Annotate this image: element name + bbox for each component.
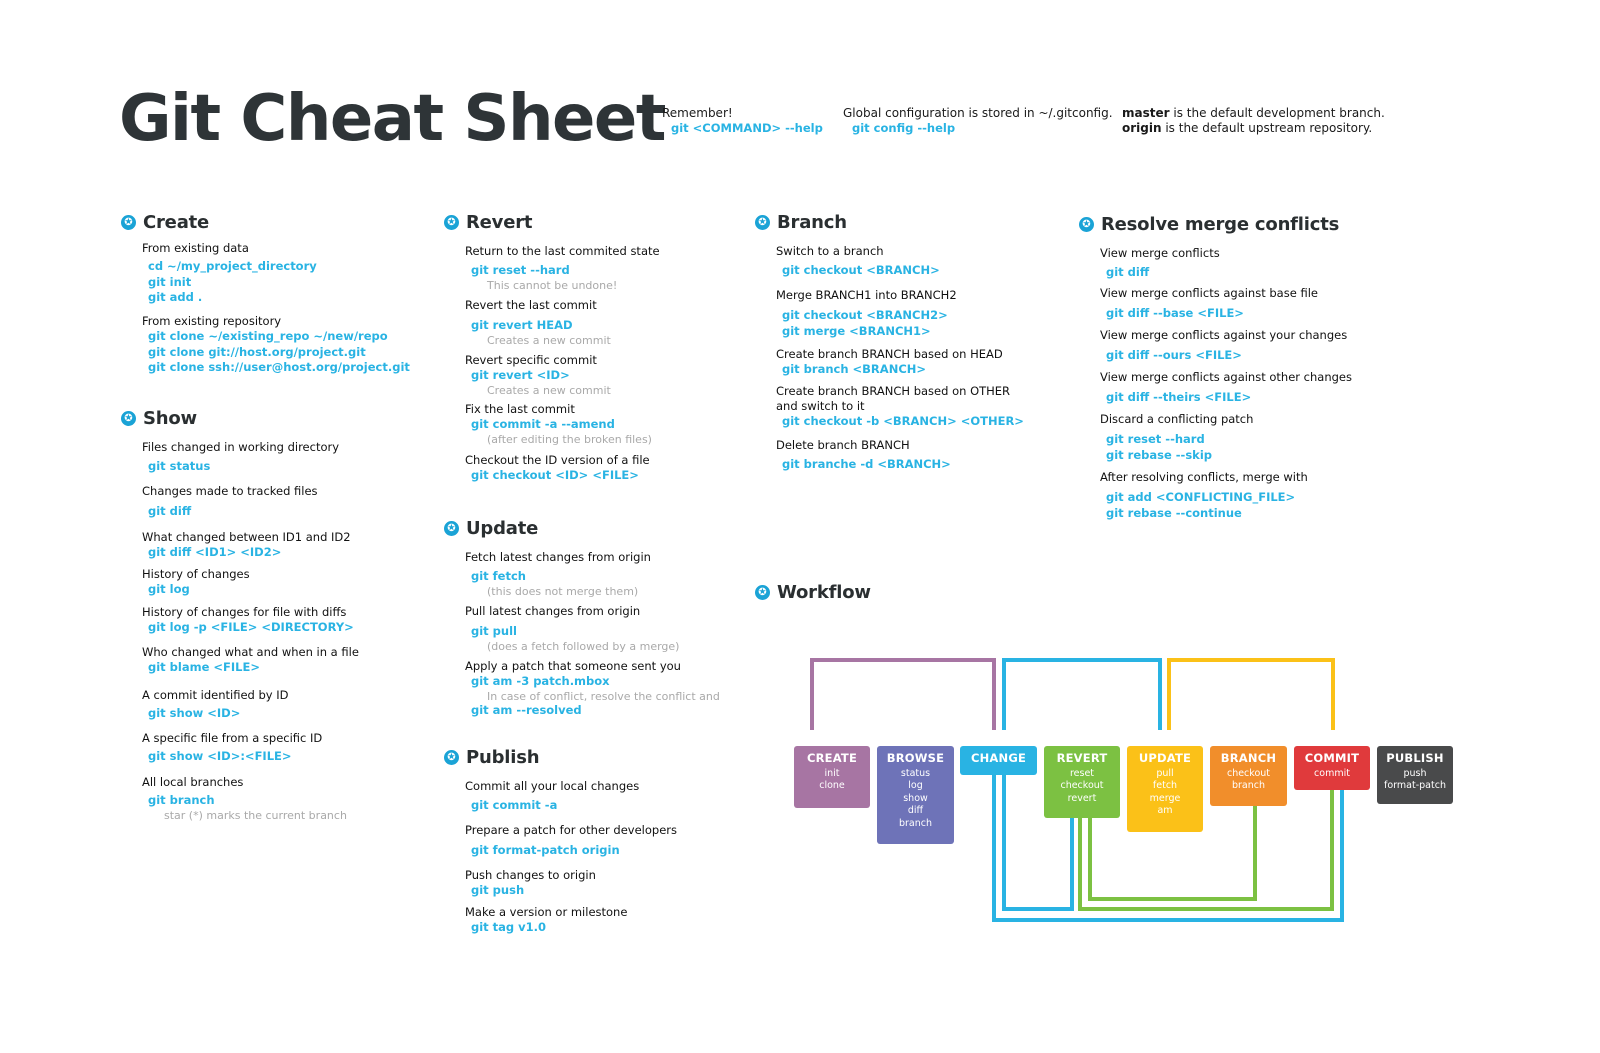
section-title: Update <box>466 518 539 539</box>
hint-text: (this does not merge them) <box>487 584 639 598</box>
command: git branch <box>148 793 215 807</box>
entry-desc: Pull latest changes from origin <box>465 604 641 618</box>
entry-desc: Create branch BRANCH based on OTHER <box>776 384 1011 398</box>
entry-desc: Apply a patch that someone sent you <box>465 659 681 673</box>
entry-desc: Fetch latest changes from origin <box>465 550 651 564</box>
command: git diff --ours <FILE> <box>1106 348 1242 362</box>
command: git checkout <ID> <FILE> <box>471 468 639 482</box>
command: git checkout -b <BRANCH> <OTHER> <box>782 414 1024 428</box>
workflow-branch-box: BRANCH checkout branch <box>1210 746 1287 806</box>
command: git branche -d <BRANCH> <box>782 457 951 471</box>
command: git diff <ID1> <ID2> <box>148 545 282 559</box>
section-title: Revert <box>466 212 533 233</box>
command: git reset --hard <box>1106 432 1205 446</box>
command: git reset --hard <box>471 263 570 277</box>
entry-desc: Discard a conflicting patch <box>1100 412 1254 426</box>
entry-desc: Prepare a patch for other developers <box>465 823 678 837</box>
command: git commit -a --amend <box>471 417 615 431</box>
entry-desc: View merge conflicts against base file <box>1100 286 1318 300</box>
config-help-command: git config --help <box>852 121 956 135</box>
command: git clone ~/existing_repo ~/new/repo <box>148 329 388 343</box>
entry-desc: History of changes <box>142 567 250 581</box>
section-title: Create <box>143 212 210 233</box>
update-to-commit-connector <box>1169 660 1333 730</box>
command: git fetch <box>471 569 526 583</box>
entry-desc: View merge conflicts <box>1100 246 1220 260</box>
hint-text: (after editing the broken files) <box>487 432 652 446</box>
hint-text: Creates a new commit <box>487 333 611 347</box>
star-circle-icon: ✪ <box>755 585 770 600</box>
workflow-browse-box: BROWSE status log show diff branch <box>877 746 954 844</box>
command: git am --resolved <box>471 702 582 717</box>
master-desc: is the default development branch. <box>1169 106 1385 120</box>
entry-desc: Commit all your local changes <box>465 779 640 793</box>
command: git checkout <BRANCH> <box>782 263 940 277</box>
command: git am -3 patch.mbox <box>471 674 610 688</box>
command: git add . <box>148 290 203 304</box>
entry-desc: A commit identified by ID <box>142 688 289 702</box>
hint-text: star (*) marks the current branch <box>164 808 347 822</box>
command: git diff <box>148 504 192 518</box>
workflow-update-box: UPDATE pull fetch merge am <box>1127 746 1203 832</box>
command: cd ~/my_project_directory <box>148 259 317 273</box>
command: git clone ssh://user@host.org/project.git <box>148 360 410 374</box>
entry-desc: Revert specific commit <box>465 353 597 367</box>
command: git diff --base <FILE> <box>1106 306 1244 320</box>
master-keyword: master <box>1122 106 1170 120</box>
command: git show <ID> <box>148 706 241 720</box>
entry-desc: View merge conflicts against your changes <box>1100 328 1348 342</box>
section-title: Branch <box>777 212 847 233</box>
star-circle-icon: ✪ <box>444 750 459 765</box>
entry-desc: From existing repository <box>142 314 282 328</box>
entry-desc: Push changes to origin <box>465 868 596 882</box>
command: git diff <box>1106 265 1150 279</box>
workflow-publish-box: PUBLISH push format-patch <box>1377 746 1453 804</box>
star-circle-icon: ✪ <box>444 521 459 536</box>
entry-desc: Fix the last commit <box>465 402 575 416</box>
star-circle-icon: ✪ <box>121 215 136 230</box>
workflow-commit-box: COMMIT commit <box>1294 746 1370 790</box>
global-config-label: Global configuration is stored in ~/.gitconfig. <box>843 106 1113 120</box>
command: git format-patch origin <box>471 843 620 857</box>
page-title: Git Cheat Sheet <box>119 82 665 156</box>
command: git blame <FILE> <box>148 660 260 674</box>
entry-desc: View merge conflicts against other changes <box>1100 370 1352 384</box>
command: git merge <BRANCH1> <box>782 323 931 338</box>
entry-desc: Merge BRANCH1 into BRANCH2 <box>776 288 957 302</box>
command: git rebase --continue <box>1106 505 1242 520</box>
help-command: git <COMMAND> --help <box>671 121 823 135</box>
entry-desc: Who changed what and when in a file <box>142 645 359 659</box>
star-circle-icon: ✪ <box>444 215 459 230</box>
entry-desc: Files changed in working directory <box>142 440 340 454</box>
entry-desc: Return to the last commited state <box>465 244 660 258</box>
star-circle-icon: ✪ <box>755 215 770 230</box>
command: git commit -a <box>471 798 558 812</box>
entry-desc: Create branch BRANCH based on HEAD <box>776 347 1003 361</box>
origin-desc: is the default upstream repository. <box>1161 121 1373 135</box>
entry-desc: Make a version or milestone <box>465 905 628 919</box>
hint-text: This cannot be undone! <box>487 278 618 292</box>
entry-desc: What changed between ID1 and ID2 <box>142 530 351 544</box>
entry-desc: All local branches <box>142 775 244 789</box>
command: git show <ID>:<FILE> <box>148 749 292 763</box>
command: git revert HEAD <box>471 318 573 332</box>
star-circle-icon: ✪ <box>121 411 136 426</box>
origin-keyword: origin <box>1122 121 1162 135</box>
command: git revert <ID> <box>471 368 570 382</box>
section-title: Resolve merge conflicts <box>1101 214 1340 235</box>
command: git init <box>148 274 192 289</box>
command: git rebase --skip <box>1106 447 1212 462</box>
entry-desc: Revert the last commit <box>465 298 597 312</box>
command: git status <box>148 459 211 473</box>
change-to-update-connector <box>1004 660 1160 730</box>
entry-desc: History of changes for file with diffs <box>142 605 347 619</box>
hint-text: (does a fetch followed by a merge) <box>487 639 680 653</box>
command: git add <CONFLICTING_FILE> <box>1106 490 1296 504</box>
command: git log <box>148 582 190 596</box>
hint-text: In case of conflict, resolve the conflict and <box>487 689 720 703</box>
workflow-create-box: CREATE init clone <box>794 746 870 808</box>
section-title: Show <box>143 408 197 429</box>
command: git diff --theirs <FILE> <box>1106 390 1252 404</box>
entry-desc: Delete branch BRANCH <box>776 438 910 452</box>
entry-desc: After resolving conflicts, merge with <box>1100 470 1308 484</box>
command: git checkout <BRANCH2> <box>782 308 948 322</box>
command: git pull <box>471 624 517 638</box>
entry-desc: Switch to a branch <box>776 244 884 258</box>
entry-desc: Changes made to tracked files <box>142 484 318 498</box>
entry-desc: and switch to it <box>776 399 865 413</box>
star-circle-icon: ✪ <box>1079 217 1094 232</box>
create-to-change-connector <box>812 660 994 730</box>
section-title: Workflow <box>777 582 871 603</box>
section-title: Publish <box>466 747 540 768</box>
remember-label: Remember! <box>662 106 733 120</box>
entry-desc: Checkout the ID version of a file <box>465 453 650 467</box>
command: git tag v1.0 <box>471 920 547 934</box>
entry-desc: A specific file from a specific ID <box>142 731 323 745</box>
command: git clone git://host.org/project.git <box>148 344 366 359</box>
workflow-change-box: CHANGE <box>960 746 1037 775</box>
command: git push <box>471 883 525 897</box>
entry-desc: From existing data <box>142 241 249 255</box>
workflow-revert-box: REVERT reset checkout revert <box>1044 746 1120 818</box>
command: git branch <BRANCH> <box>782 362 927 376</box>
hint-text: Creates a new commit <box>487 383 611 397</box>
command: git log -p <FILE> <DIRECTORY> <box>148 620 354 634</box>
